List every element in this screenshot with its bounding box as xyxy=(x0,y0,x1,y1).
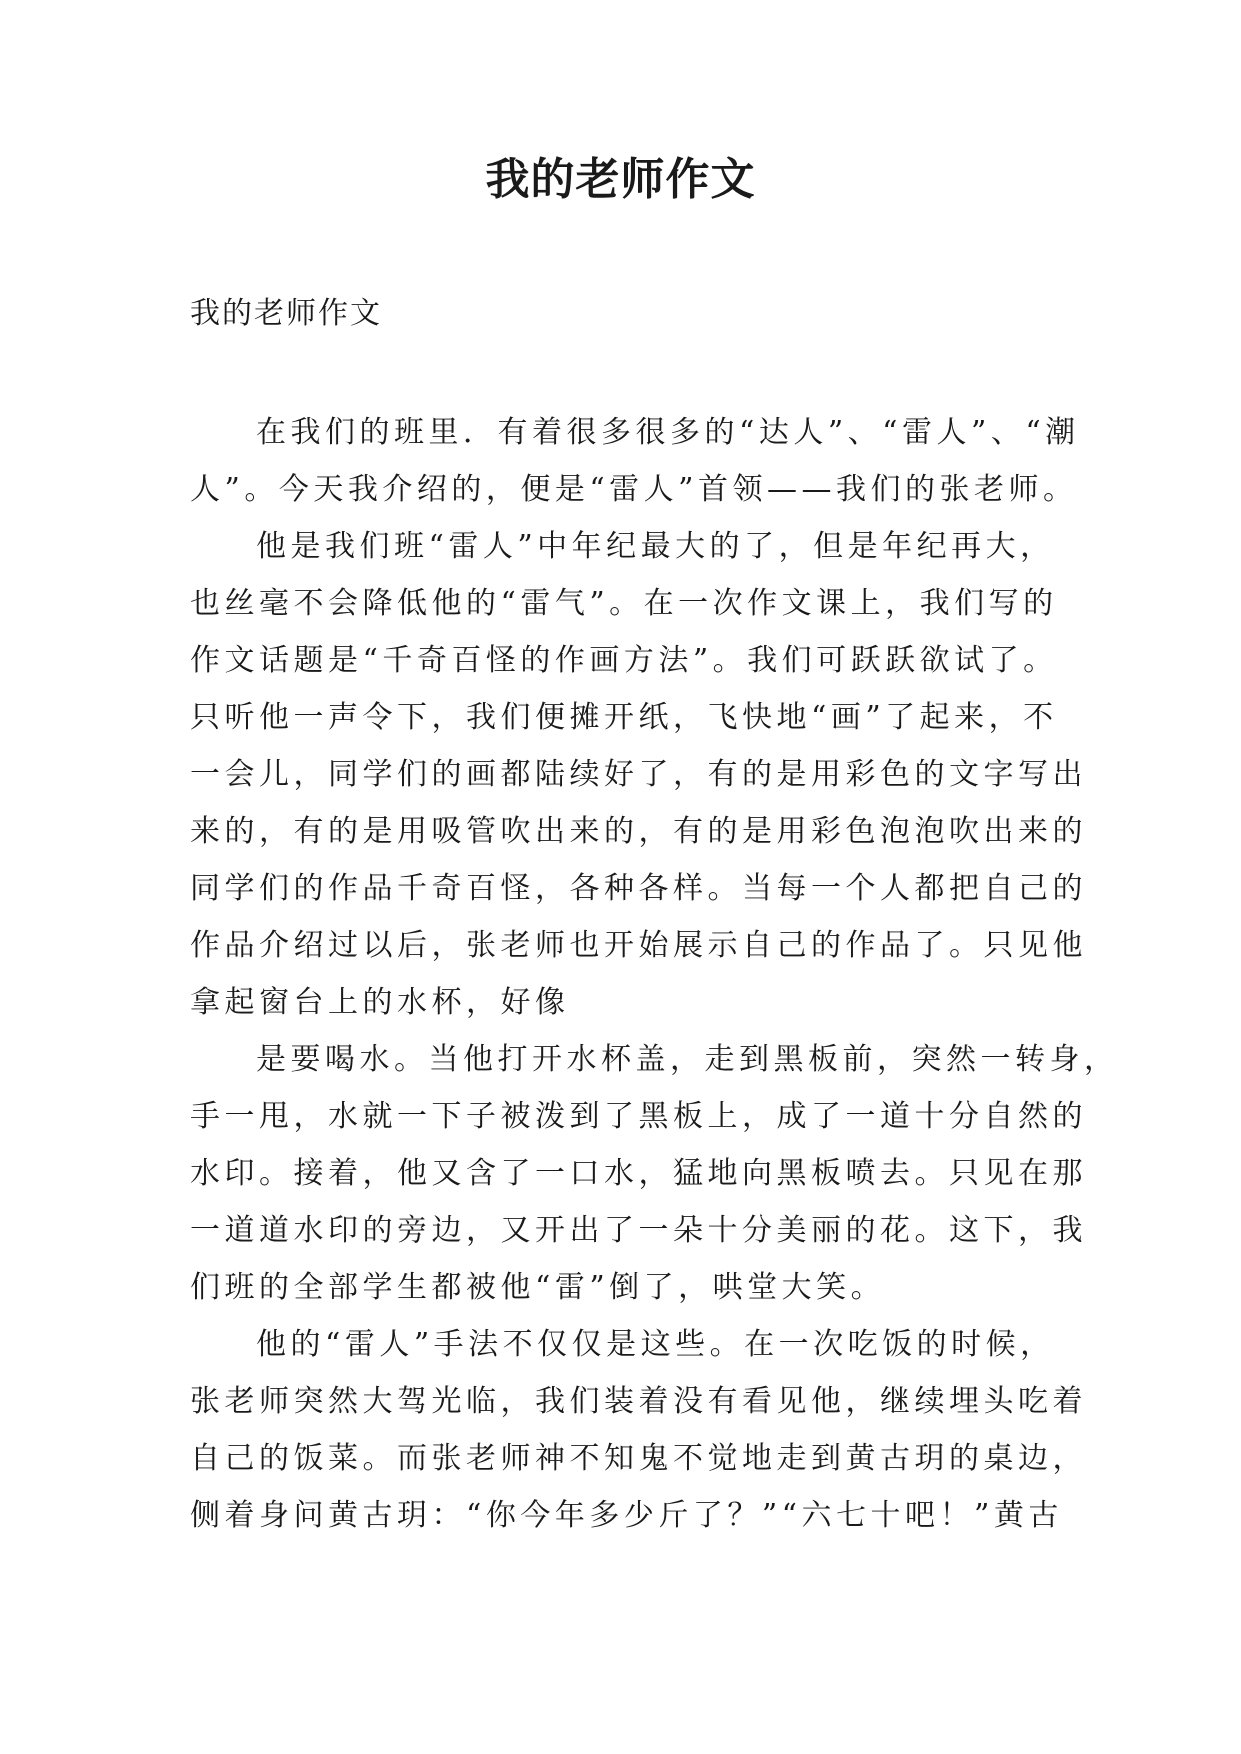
text-line: 张老师突然大驾光临，我们装着没有看见他，继续埋头吃着 xyxy=(190,1384,1087,1419)
text-line: 一道道水印的旁边，又开出了一朵十分美丽的花。这下，我 xyxy=(190,1213,1087,1248)
text-line: 们班的全部学生都被他“雷”倒了，哄堂大笑。 xyxy=(190,1270,886,1305)
text-line: 只听他一声令下，我们便摊开纸，飞快地“画”了起来，不 xyxy=(190,700,1058,735)
text-line: 自己的饭菜。而张老师神不知鬼不觉地走到黄古玥的桌边， xyxy=(190,1441,1087,1476)
text-line: 侧着身问黄古玥：“你今年多少斤了？”“六七十吧！”黄古 xyxy=(190,1498,1063,1533)
text-line: 是要喝水。当他打开水杯盖，走到黑板前，突然一转身， xyxy=(256,1042,1119,1077)
text-line: 手一甩，水就一下子被泼到了黑板上，成了一道十分自然的 xyxy=(190,1099,1087,1134)
text-line: 作文话题是“千奇百怪的作画方法”。我们可跃跃欲试了。 xyxy=(190,643,1058,678)
document-title: 我的老师作文 xyxy=(485,154,756,205)
body-text xyxy=(190,404,1119,1544)
text-line: 人”。今天我介绍的，便是“雷人”首领——我们的张老师。 xyxy=(190,472,1078,507)
text-line: 在我们的班里．有着很多很多的“达人”、“雷人”、“潮 xyxy=(256,415,1080,450)
text-line: 他是我们班“雷人”中年纪最大的了，但是年纪再大， xyxy=(256,529,1055,564)
text-line: 同学们的作品千奇百怪，各种各样。当每一个人都把自己的 xyxy=(190,871,1087,906)
document-subtitle: 我的老师作文 xyxy=(190,296,382,331)
text-line: 拿起窗台上的水杯，好像 xyxy=(190,985,570,1020)
text-line: 一会儿，同学们的画都陆续好了，有的是用彩色的文字写出 xyxy=(190,757,1087,792)
text-line: 作品介绍过以后，张老师也开始展示自己的作品了。只见他 xyxy=(190,928,1087,963)
text-line: 也丝毫不会降低他的“雷气”。在一次作文课上，我们写的 xyxy=(190,586,1058,621)
text-line: 水印。接着，他又含了一口水，猛地向黑板喷去。只见在那 xyxy=(190,1156,1087,1191)
text-line: 他的“雷人”手法不仅仅是这些。在一次吃饭的时候， xyxy=(256,1327,1055,1362)
text-line: 来的，有的是用吸管吹出来的，有的是用彩色泡泡吹出来的 xyxy=(190,814,1087,849)
